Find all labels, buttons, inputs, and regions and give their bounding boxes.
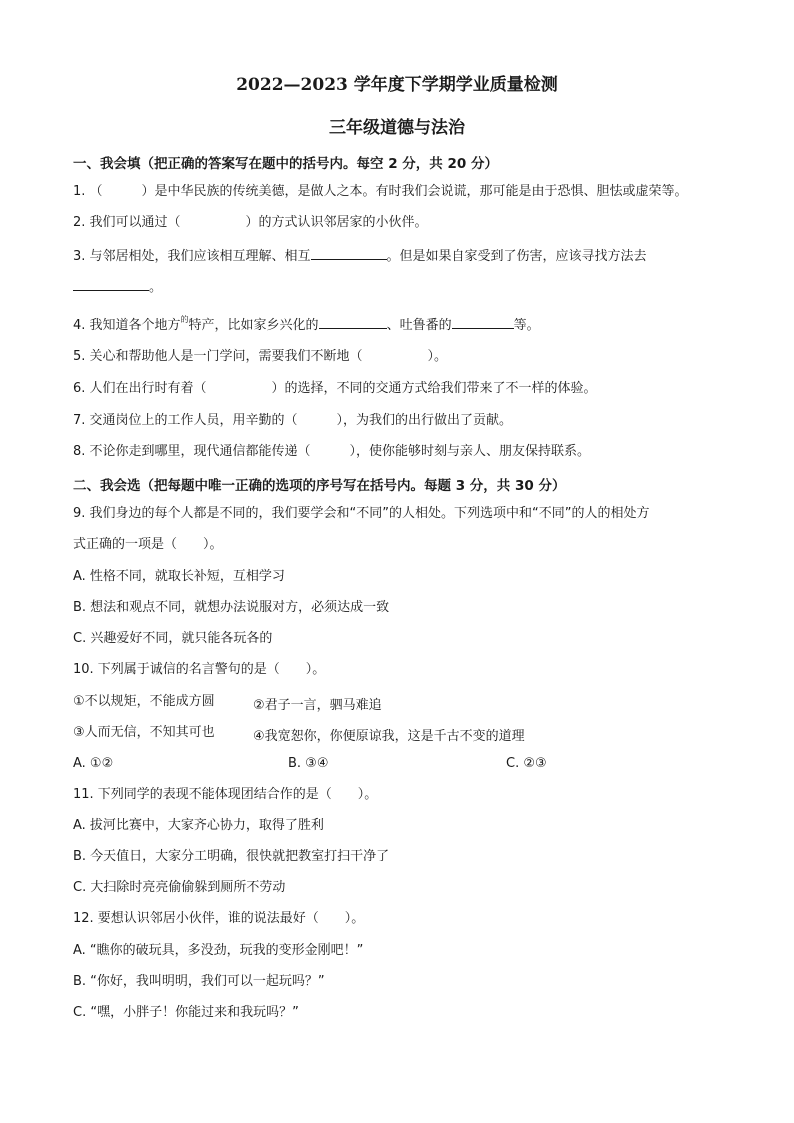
question-12-option-c: C. “嘿，小胖子！你能过来和我玩吗？” xyxy=(73,1005,299,1020)
question-11-option-c: C. 大扫除时亮亮偷偷躲到厕所不劳动 xyxy=(73,880,286,895)
question-10-statement-1: ①不以规矩，不能成方圆 xyxy=(73,694,215,709)
answer-blank[interactable] xyxy=(311,247,387,260)
section-heading-fill: 一、我会填（把正确的答案写在题中的括号内。每空 2 分，共 20 分） xyxy=(73,156,498,172)
question-11: 11. 下列同学的表现不能体现团结合作的是（ ）。 xyxy=(73,787,378,802)
answer-blank[interactable] xyxy=(73,278,149,291)
answer-blank[interactable] xyxy=(452,316,514,329)
question-12-option-b: B. “你好，我叫明明，我们可以一起玩吗？” xyxy=(73,974,325,989)
question-11-option-b: B. 今天值日，大家分工明确，很快就把教室打扫干净了 xyxy=(73,849,390,864)
question-11-option-a: A. 拔河比赛中，大家齐心协力，取得了胜利 xyxy=(73,818,324,833)
question-10-statement-4: ④我宽恕你，你便原谅我，这是千古不变的道理 xyxy=(253,729,525,744)
question-4-text-d: 等。 xyxy=(513,318,540,333)
question-8: 8. 不论你走到哪里，现代通信都能传递（ ），使你能够时刻与亲人、朋友保持联系。 xyxy=(73,444,591,459)
question-10: 10. 下列属于诚信的名言警句的是（ ）。 xyxy=(73,662,326,677)
question-10-statement-3: ③人而无信，不知其可也 xyxy=(73,725,215,740)
question-9: 9. 我们身边的每个人都是不同的，我们要学会和“不同”的人相处。下列选项中和“不同”的人的相处方 xyxy=(73,506,650,521)
question-10-option-a: A. ①② xyxy=(73,756,114,771)
question-10-option-c: C. ②③ xyxy=(506,756,547,771)
page-subtitle: 三年级道德与法治 xyxy=(329,118,465,138)
question-9-option-a: A. 性格不同，就取长补短，互相学习 xyxy=(73,569,285,584)
question-10-option-b: B. ③④ xyxy=(288,756,329,771)
question-12-option-a: A. “瞧你的破玩具，多没劲，玩我的变形金刚吧！” xyxy=(73,943,364,958)
question-3-cont xyxy=(73,278,162,296)
question-3-text-c: 。 xyxy=(149,280,163,295)
question-4-text-a: 4. 我知道各个地方 xyxy=(73,318,181,333)
question-12: 12. 要想认识邻居小伙伴，谁的说法最好（ ）。 xyxy=(73,911,365,926)
question-3-text-b: 。但是如果自家受到了伤害，应该寻找方法去 xyxy=(386,249,647,264)
question-1: 1. （ ）是中华民族的传统美德，是做人之本。有时我们会说谎，那可能是由于恐惧、胆怯或虚荣等。 xyxy=(73,184,688,199)
question-9-option-b: B. 想法和观点不同，就想办法说服对方，必须达成一致 xyxy=(73,600,390,615)
answer-blank[interactable] xyxy=(319,316,387,329)
question-3 xyxy=(73,247,647,265)
question-5: 5. 关心和帮助他人是一门学问，需要我们不断地（ ）。 xyxy=(73,349,448,364)
page-title: 2022—2023 学年度下学期学业质量检测 xyxy=(236,75,558,95)
question-4 xyxy=(73,316,540,335)
question-9-option-c: C. 兴趣爱好不同，就只能各玩各的 xyxy=(73,631,273,646)
question-6: 6. 人们在出行时有着（ ）的选择，不同的交通方式给我们带来了不一样的体验。 xyxy=(73,381,597,396)
question-9-cont: 式正确的一项是（ ）。 xyxy=(73,537,223,552)
question-4-text-c: 、吐鲁番的 xyxy=(386,318,452,333)
question-7: 7. 交通岗位上的工作人员，用辛勤的（ ），为我们的出行做出了贡献。 xyxy=(73,413,513,428)
question-10-statement-2: ②君子一言，驷马难追 xyxy=(253,698,382,713)
question-4-text-b: 特产，比如家乡兴化的 xyxy=(188,318,319,333)
question-2: 2. 我们可以通过（ ）的方式认识邻居家的小伙伴。 xyxy=(73,215,428,230)
section-heading-choice: 二、我会选（把每题中唯一正确的选项的序号写在括号内。每题 3 分，共 30 分） xyxy=(73,478,566,494)
question-3-text-a: 3. 与邻居相处，我们应该相互理解、相互 xyxy=(73,249,311,264)
question-4-small-char: 的 xyxy=(180,315,189,324)
